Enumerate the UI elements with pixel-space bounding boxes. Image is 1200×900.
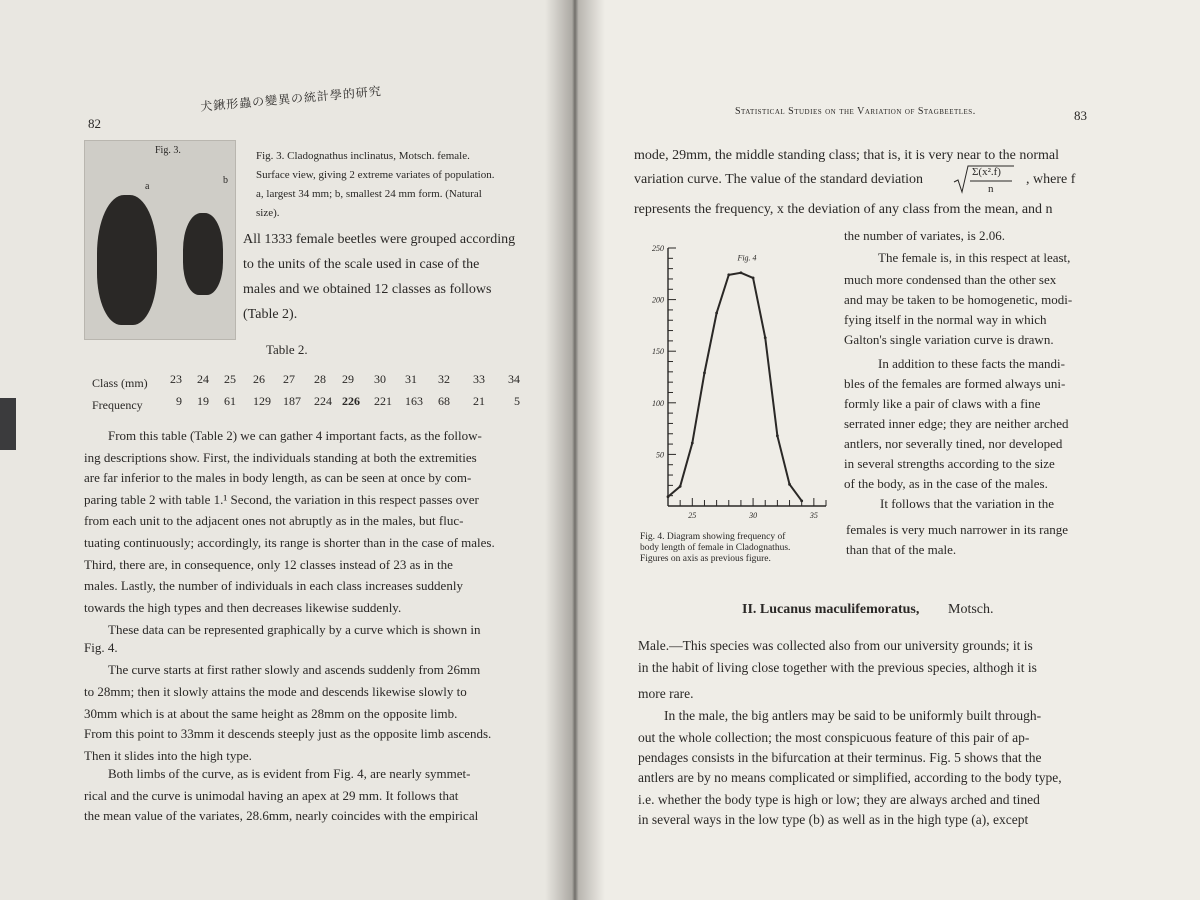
data-point — [727, 273, 730, 276]
data-point — [679, 485, 682, 488]
right-line-2b: , where f — [1026, 172, 1076, 187]
table2-frequency-cell: 226 — [342, 394, 360, 408]
left-body-line-14: 30mm which is at about the same height as 28mm on the opposite limb. — [84, 706, 458, 721]
left-body-line-5: from each unit to the adjacent ones not abruptly as in the males, but fluc- — [84, 513, 464, 528]
side-line-3: and may be taken to be homogenetic, modi- — [844, 292, 1073, 307]
y-tick-label: 100 — [652, 398, 664, 408]
table2-frequency-cell: 61 — [224, 394, 236, 408]
left-body-line-6: tuating continuously; accordingly, its range is shorter than in the case of males. — [84, 535, 495, 550]
figure3-caption-line-2: Surface view, giving 2 extreme variates of population. — [256, 169, 495, 181]
table2-class-cell: 32 — [438, 372, 450, 386]
x-tick-label: 25 — [688, 511, 697, 520]
left-body-line-17: Both limbs of the curve, as is evident from Fig. 4, are nearly symmet- — [108, 766, 471, 781]
table2-frequency-cell: 163 — [405, 394, 423, 408]
bookmark-ribbon — [0, 398, 16, 450]
male-line-1: Male.—This species was collected also from our university grounds; it is — [638, 638, 1033, 653]
photo-label-a: a — [145, 181, 150, 192]
male-line-9: in several ways in the low type (b) as well as in the high type (a), except — [638, 812, 1029, 827]
fig4-caption-line-2: body length of female in Cladognathus. — [640, 543, 791, 553]
std-deviation-formula — [952, 164, 1014, 196]
formula-numerator: Σ(x².f) — [972, 166, 1001, 178]
male-line-4: In the male, the big antlers may be said to be uniformly built through- — [664, 708, 1042, 723]
intro-line-4: (Table 2). — [243, 307, 298, 322]
figure3-caption-line-3: a, largest 34 mm; b, smallest 24 mm form. (Natural — [256, 188, 482, 200]
table2-frequency-cell: 187 — [283, 394, 301, 408]
book-gutter — [545, 0, 605, 900]
side-line-10: antlers, nor severally tined, nor developed — [844, 436, 1063, 451]
side-line-8: formly like a pair of claws with a fine — [844, 396, 1041, 411]
table2-class-cell: 29 — [342, 372, 354, 386]
data-point — [752, 277, 755, 280]
male-line-8: i.e. whether the body type is high or low; they are always arched and tined — [638, 792, 1040, 807]
data-point — [715, 312, 718, 315]
side-line-15: than that of the male. — [846, 542, 957, 557]
table2-frequency-cell: 68 — [438, 394, 450, 408]
side-line-11: in several strengths according to the size — [844, 456, 1055, 471]
y-tick-label: 150 — [652, 347, 664, 357]
side-line-7: bles of the females are formed always uni- — [844, 376, 1066, 391]
side-line-4: fying itself in the normal way in which — [844, 312, 1047, 327]
japanese-running-head: 犬鍬形蟲の變異の統計學的研究 — [199, 84, 383, 114]
data-point — [800, 499, 803, 502]
left-body-line-13: to 28mm; then it slowly attains the mode and descends likewise slowly to — [84, 684, 467, 699]
photo-label-b: b — [223, 175, 228, 186]
figure3-photo-label: Fig. 3. — [155, 145, 181, 156]
large-beetle-image — [97, 195, 157, 325]
side-line-14: females is very much narrower in its range — [846, 522, 1069, 537]
fig4-caption-line-3: Figures on axis as previous figure. — [640, 554, 771, 564]
running-head-right: Statistical Studies on the Variation of Stagbeetles. — [735, 106, 976, 117]
male-line-6: pendages consists in the bifurcation at their terminus. Fig. 5 shows that the — [638, 750, 1042, 765]
side-line-6: In addition to these facts the mandi- — [878, 356, 1066, 371]
table2-frequency-cell: 21 — [473, 394, 485, 408]
male-line-3: more rare. — [638, 686, 694, 701]
left-body-line-16: Then it slides into the high type. — [84, 748, 252, 763]
x-tick-label: 35 — [809, 511, 818, 520]
page-number-left: 82 — [88, 116, 101, 131]
page-number-right: 83 — [1074, 108, 1087, 123]
section-heading: II. Lucanus maculifemoratus, — [742, 602, 920, 617]
table2-class-cell: 28 — [314, 372, 326, 386]
table2-frequency-label: Frequency — [92, 398, 143, 412]
intro-line-3: males and we obtained 12 classes as follows — [243, 282, 492, 297]
data-point — [776, 434, 779, 437]
fig4-caption-line-1: Fig. 4. Diagram showing frequency of — [640, 532, 786, 542]
left-body-line-15: From this point to 33mm it descends steeply just as the opposite limb ascends. — [84, 726, 492, 741]
table2-class-label: Class (mm) — [92, 376, 148, 390]
table2-class-cell: 26 — [253, 372, 265, 386]
frequency-series-line — [668, 273, 802, 501]
left-body-line-18: rical and the curve is unimodal having an apex at 29 mm. It follows that — [84, 788, 459, 803]
x-tick-label: 30 — [749, 511, 758, 520]
table2-class-cell: 23 — [170, 372, 182, 386]
side-line-1: The female is, in this respect at least, — [878, 250, 1071, 265]
table2-class-cell: 33 — [473, 372, 485, 386]
data-point — [740, 271, 743, 274]
y-tick-label: 50 — [656, 450, 664, 460]
side-line-5: Galton's single variation curve is drawn. — [844, 332, 1054, 347]
small-beetle-image — [183, 213, 223, 295]
left-body-line-2: ing descriptions show. First, the individuals standing at both the extremities — [84, 450, 477, 465]
y-tick-label: 250 — [652, 244, 664, 253]
table2-class-cell: 30 — [374, 372, 386, 386]
table2-frequency-cell: 19 — [197, 394, 209, 408]
left-body-line-19: the mean value of the variates, 28.6mm, nearly coincides with the empirical — [84, 808, 479, 823]
data-point — [691, 442, 694, 445]
left-body-line-1: From this table (Table 2) we can gather 4 important facts, as the follow- — [108, 428, 482, 443]
data-point — [703, 371, 706, 374]
table2-frequency-cell: 5 — [514, 394, 520, 408]
table2-frequency-cell: 221 — [374, 394, 392, 408]
left-body-line-4: paring table 2 with table 1.¹ Second, the variation in this respect passes over — [84, 492, 479, 507]
male-line-2: in the habit of living close together with the previous species, althogh it is — [638, 660, 1037, 675]
intro-line-1: All 1333 female beetles were grouped according — [243, 232, 516, 247]
table2-class-cell: 24 — [197, 372, 209, 386]
left-body-line-8: males. Lastly, the number of individuals in each class increases suddenly — [84, 578, 463, 593]
chart-title: Fig. 4 — [737, 253, 757, 263]
y-tick-label: 200 — [652, 295, 664, 305]
table2-class-cell: 31 — [405, 372, 417, 386]
right-line-3: represents the frequency, x the deviation of any class from the mean, and n — [634, 202, 1053, 217]
left-body-line-7: Third, there are, in consequence, only 12 classes instead of 23 as in the — [84, 557, 453, 572]
data-point — [764, 336, 767, 339]
right-line-2: variation curve. The value of the standard deviation — [634, 172, 923, 187]
side-line-2: much more condensed than the other sex — [844, 272, 1057, 287]
male-line-7: antlers are by no means complicated or simplified, according to the body type, — [638, 770, 1062, 785]
figure3-caption-line-4: size). — [256, 207, 280, 219]
side-line-9: serrated inner edge; they are neither arched — [844, 416, 1069, 431]
section-author: Motsch. — [948, 602, 994, 617]
formula-denominator: n — [988, 183, 994, 195]
table2-frequency-cell: 224 — [314, 394, 332, 408]
data-point — [667, 495, 670, 498]
left-body-line-11: Fig. 4. — [84, 640, 118, 655]
side-line-12: of the body, as in the case of the males. — [844, 476, 1048, 491]
table2-class-cell: 34 — [508, 372, 520, 386]
table2-title: Table 2. — [266, 342, 308, 357]
table2-class-cell: 27 — [283, 372, 295, 386]
figure3-caption-line-1: Fig. 3. Cladognathus inclinatus, Motsch. female. — [256, 150, 470, 162]
table2-frequency-cell: 129 — [253, 394, 271, 408]
data-point — [788, 483, 791, 486]
figure3-photo — [84, 140, 236, 340]
side-line-13: It follows that the variation in the — [880, 496, 1055, 511]
left-body-line-3: are far inferior to the males in body length, as can be seen at once by com- — [84, 470, 472, 485]
left-body-line-10: These data can be represented graphically by a curve which is shown in — [108, 622, 481, 637]
right-line-1: mode, 29mm, the middle standing class; that is, it is very near to the normal — [634, 148, 1059, 163]
fig4-frequency-chart — [630, 238, 830, 528]
table2-frequency-cell: 9 — [176, 394, 182, 408]
right-line-4: the number of variates, is 2.06. — [844, 228, 1006, 243]
left-body-line-12: The curve starts at first rather slowly and ascends suddenly from 26mm — [108, 662, 481, 677]
left-body-line-9: towards the high types and then decreases likewise suddenly. — [84, 600, 402, 615]
male-line-5: out the whole collection; the most conspicuous feature of this pair of ap- — [638, 730, 1030, 745]
intro-line-2: to the units of the scale used in case of the — [243, 257, 480, 272]
table2-class-cell: 25 — [224, 372, 236, 386]
